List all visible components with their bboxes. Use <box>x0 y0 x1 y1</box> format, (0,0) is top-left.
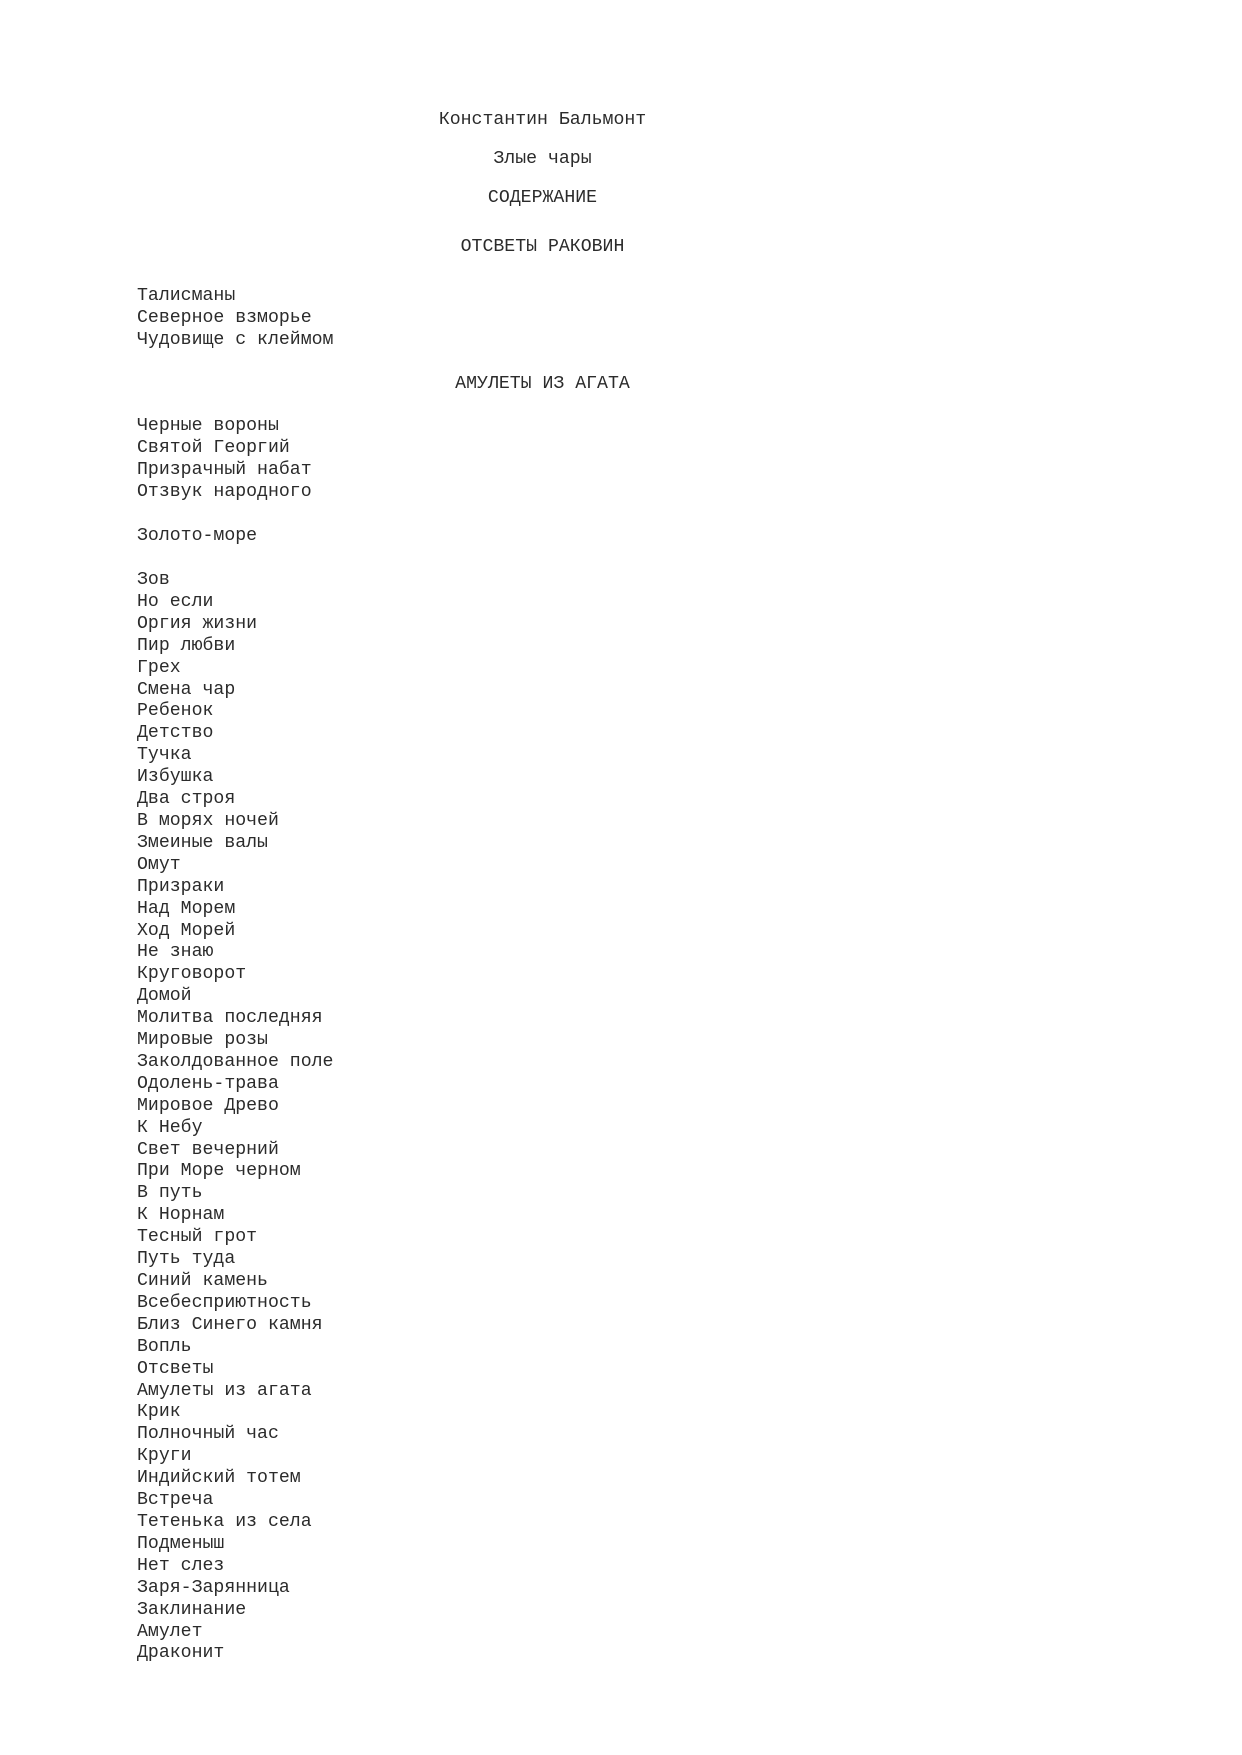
contents-entry: Круги <box>137 1446 192 1467</box>
section-list-zoloto-more <box>137 570 333 1665</box>
contents-entry: Тучка <box>137 745 192 766</box>
contents-entry: Амулет <box>137 1621 203 1642</box>
contents-entry: Грех <box>137 657 181 678</box>
contents-entry: При Море черном <box>137 1161 301 1182</box>
contents-entry: Одолень-трава <box>137 1073 279 1094</box>
contents-entry: Подменыш <box>137 1533 225 1554</box>
contents-entry: Заря-Зарянница <box>137 1577 290 1598</box>
book-title: Злые чары <box>493 149 592 169</box>
contents-entry: Молитва последняя <box>137 1008 323 1029</box>
contents-heading: СОДЕРЖАНИЕ <box>487 188 598 208</box>
contents-entry: Тетенька из села <box>137 1511 312 1532</box>
contents-entry: Смена чар <box>137 679 236 700</box>
contents-entry: Над Морем <box>137 898 236 919</box>
contents-entry: Тесный грот <box>137 1227 258 1248</box>
contents-entry: Призраки <box>137 876 225 897</box>
author-name: Константин Бальмонт <box>438 110 647 130</box>
contents-entry: В морях ночей <box>137 810 279 831</box>
section-heading-otsvety: ОТСВЕТЫ РАКОВИН <box>460 237 625 257</box>
contents-entry: Путь туда <box>137 1249 236 1270</box>
section-list-amulety <box>137 416 312 504</box>
contents-entry: Нет слез <box>137 1555 225 1576</box>
contents-entry: Но если <box>137 591 214 612</box>
contents-entry: Близ Синего камня <box>137 1314 323 1335</box>
contents-entry: Крик <box>137 1402 181 1423</box>
contents-entry: Мировое Древо <box>137 1095 279 1116</box>
contents-entry: Зов <box>137 570 170 590</box>
contents-entry: Заклинание <box>137 1599 247 1620</box>
contents-entry: Мировые розы <box>137 1030 268 1051</box>
contents-entry: Круговорот <box>137 964 247 985</box>
contents-entry: Заколдованное поле <box>137 1051 334 1072</box>
contents-entry: Омут <box>137 854 181 875</box>
contents-entry: Всебесприютность <box>137 1292 312 1313</box>
contents-entry: Два строя <box>137 789 236 810</box>
contents-entry: К Норнам <box>137 1205 225 1226</box>
contents-entry: Оргия жизни <box>137 613 258 634</box>
contents-entry: Синий камень <box>137 1271 268 1291</box>
contents-entry: Избушка <box>137 767 214 788</box>
contents-entry: Домой <box>137 986 192 1007</box>
section-heading-amulety: АМУЛЕТЫ ИЗ АГАТА <box>455 374 630 394</box>
contents-entry: Ход Морей <box>137 920 236 941</box>
contents-entry: Индийский тотем <box>137 1468 301 1489</box>
contents-entry: К Небу <box>137 1117 203 1138</box>
contents-entry: Чудовище с клеймом <box>137 329 334 350</box>
contents-entry: Черные вороны <box>137 416 279 436</box>
section-heading-zoloto-more: Золото-море <box>137 526 258 546</box>
contents-entry: Детство <box>137 723 214 744</box>
contents-entry: Полночный час <box>137 1424 279 1445</box>
contents-entry: Талисманы <box>137 286 236 306</box>
contents-entry: В путь <box>137 1183 203 1204</box>
contents-entry: Пир любви <box>137 635 236 656</box>
contents-entry: Призрачный набат <box>137 459 312 480</box>
contents-entry: Вопль <box>137 1336 192 1357</box>
contents-entry: Драконит <box>137 1643 225 1664</box>
contents-entry: Ребенок <box>137 701 214 722</box>
contents-entry: Отзвук народного <box>137 481 312 502</box>
contents-entry: Отсветы <box>137 1358 214 1379</box>
contents-entry: Свет вечерний <box>137 1139 279 1160</box>
contents-entry: Змеиные валы <box>137 832 268 853</box>
contents-entry: Не знаю <box>137 942 214 963</box>
contents-entry: Святой Георгий <box>137 437 290 458</box>
contents-entry: Встреча <box>137 1490 214 1511</box>
contents-entry: Северное взморье <box>137 307 312 328</box>
contents-entry: Амулеты из агата <box>137 1380 312 1401</box>
section-list-otsvety <box>137 286 333 352</box>
